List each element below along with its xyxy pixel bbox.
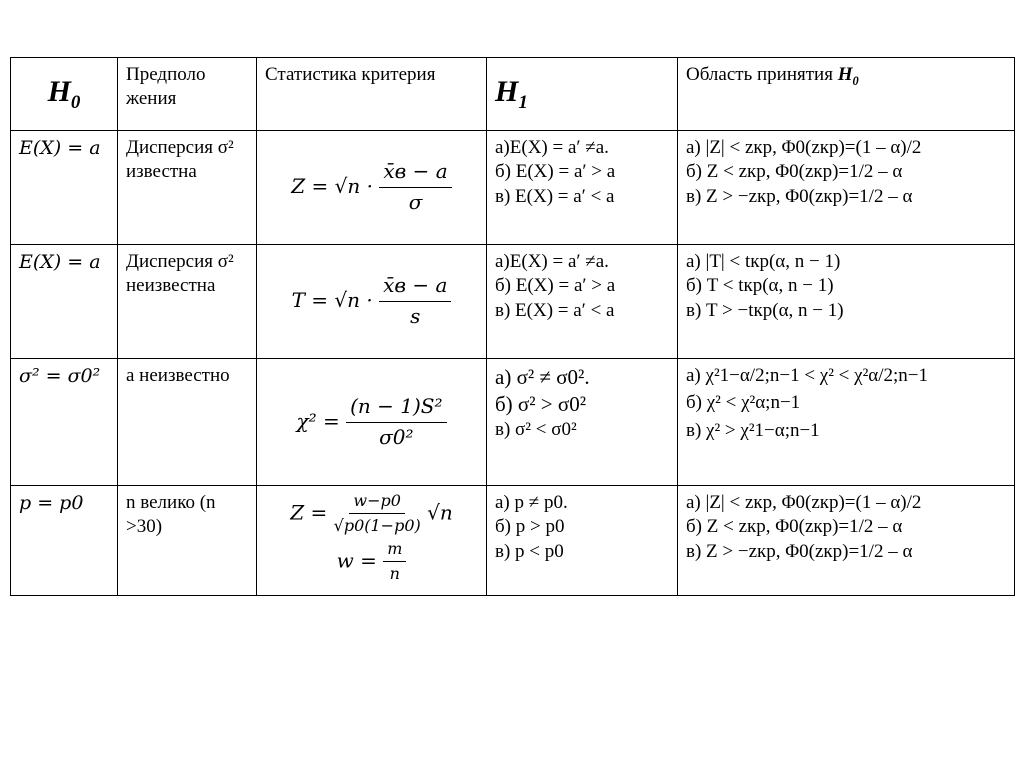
header-acceptance: Область принятия $H_0$ bbox=[678, 58, 1015, 131]
cell-statistic bbox=[257, 245, 487, 359]
cell-h1: а) σ² ≠ σ0². б) σ² > σ0² в) σ² < σ0² bbox=[487, 359, 678, 486]
cell-h1: а)E(X) = a′ ≠a. б) E(X) = a′ > a в) E(X) = a′ < a bbox=[487, 245, 678, 359]
hypothesis-table bbox=[10, 57, 1015, 596]
cell-h0: σ² = σ0² bbox=[11, 359, 118, 486]
header-h1: $H_1$ bbox=[487, 58, 678, 131]
cell-h1: а) p ≠ p0. б) p > p0 в) p < p0 bbox=[487, 486, 678, 596]
cell-acceptance: а) |Z| < zкр, Φ0(zкр)=(1 – α)/2 б) Z < zкр, Φ0(zкр)=1/2 – α в) Z > −zкр, Φ0(zкр)=1/2 – α bbox=[678, 486, 1015, 596]
cell-acceptance: а) χ²1−α/2;n−1 < χ² < χ²α/2;n−1 б) χ² < χ²α;n−1 в) χ² > χ²1−α;n−1 bbox=[678, 359, 1015, 486]
cell-h0: p = p0 bbox=[11, 486, 118, 596]
statistic-formula: Z = $\frac{w-p0}{√p0(1-p0)}$ √n bbox=[290, 491, 453, 536]
cell-assumption: a неизвестно bbox=[118, 359, 257, 486]
cell-assumption: n велико (n >30) bbox=[118, 486, 257, 596]
cell-statistic bbox=[257, 486, 487, 596]
header-assumptions: Предполо жения bbox=[118, 58, 257, 131]
header-statistic: Статистика критерия bbox=[257, 58, 487, 131]
cell-h0: E(X) = a bbox=[11, 131, 118, 245]
header-row bbox=[11, 58, 1015, 131]
cell-statistic bbox=[257, 359, 487, 486]
table-row bbox=[11, 245, 1015, 359]
header-h0: $H_0$ bbox=[11, 58, 118, 131]
table-row bbox=[11, 131, 1015, 245]
cell-h0: E(X) = a bbox=[11, 245, 118, 359]
cell-acceptance: а) |T| < tкр(α, n − 1) б) T < tкр(α, n − 1) в) T > −tкр(α, n − 1) bbox=[678, 245, 1015, 359]
cell-statistic bbox=[257, 131, 487, 245]
table-row bbox=[11, 359, 1015, 486]
w-formula: w = $\frac{m}{n}$ bbox=[265, 539, 478, 585]
cell-h1: а)E(X) = a′ ≠a. б) E(X) = a′ > a в) E(X) = a′ < a bbox=[487, 131, 678, 245]
cell-assumption: Дисперсия σ² известна bbox=[118, 131, 257, 245]
table-row bbox=[11, 486, 1015, 596]
cell-assumption: Дисперсия σ² неизвестна bbox=[118, 245, 257, 359]
statistic-formula: Z = √n · $\frac{x̄в - a}{\sigma}$ bbox=[291, 174, 451, 198]
statistic-formula: χ² = $\frac{\text{(n − 1)S²}}{\text{σ0²}}$ bbox=[296, 409, 446, 433]
cell-acceptance: а) |Z| < zкр, Φ0(zкр)=(1 – α)/2 б) Z < zкр, Φ0(zкр)=1/2 – α в) Z > −zкр, Φ0(zкр)=1/2 – α bbox=[678, 131, 1015, 245]
statistic-formula: T = √n · $\frac{x̄в - a}{s}$ bbox=[292, 288, 452, 312]
